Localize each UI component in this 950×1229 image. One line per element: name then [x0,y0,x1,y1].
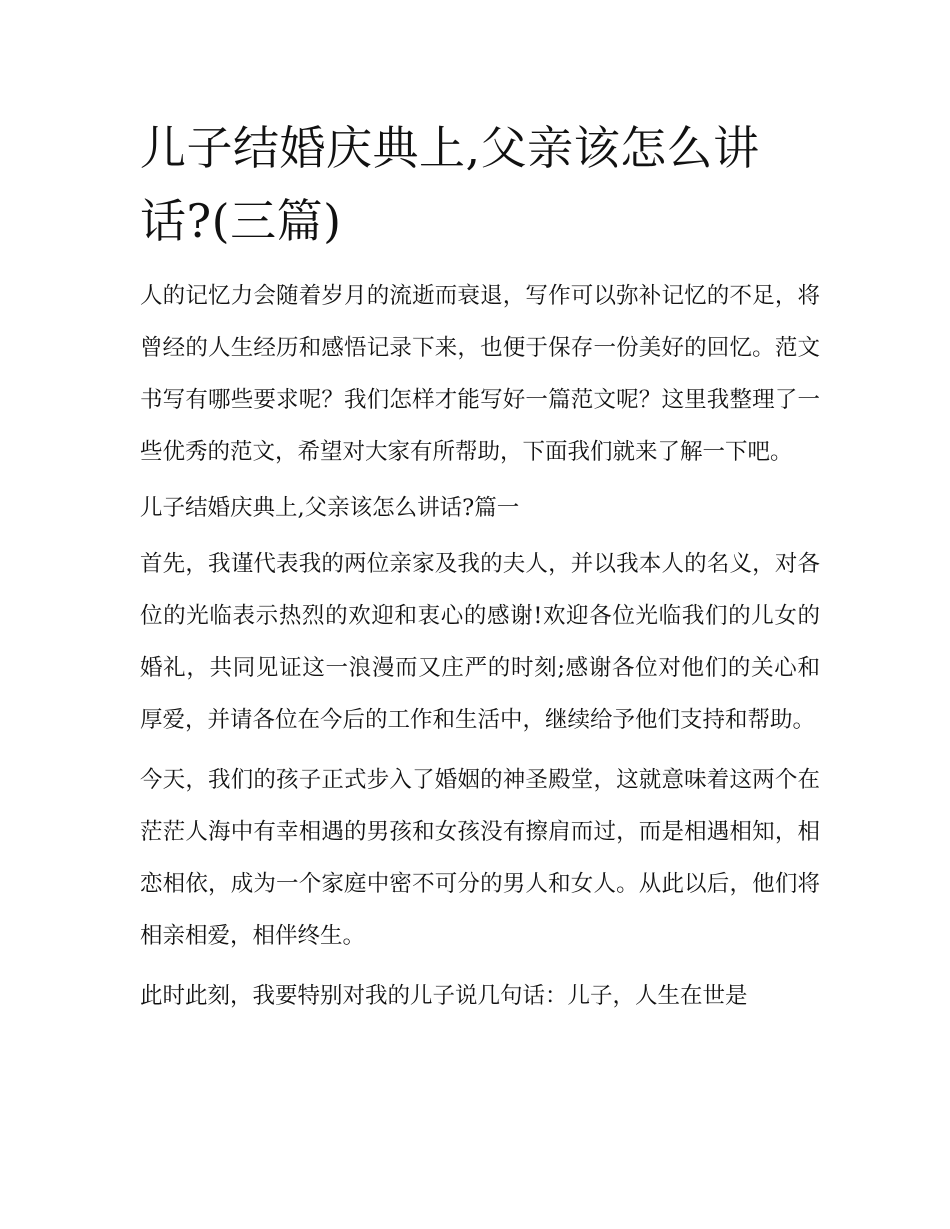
body-paragraph: 首先，我谨代表我的两位亲家及我的夫人，并以我本人的名义，对各位的光临表示热烈的欢迎和衷心的感谢!欢迎各位光临我们的儿女的婚礼，共同见证这一浪漫而又庄严的时刻;感谢各位对他们的关心和厚爱，并请各位在今后的工作和生活中，继续给予他们支持和帮助。 [140,551,820,733]
body-paragraph: 此时此刻，我要特别对我的儿子说几句话：儿子，人生在世是 [140,983,748,1009]
section-heading: 儿子结婚庆典上,父亲该怎么讲话?篇一 [140,495,520,521]
document-page [140,112,820,1030]
document-body [140,270,820,1022]
intro-paragraph: 人的记忆力会随着岁月的流逝而衰退，写作可以弥补记忆的不足，将曾经的人生经历和感悟记录下来，也便于保存一份美好的回忆。范文书写有哪些要求呢？我们怎样才能写好一篇范文呢？这里我整理了一些优秀的范文，希望对大家有所帮助，下面我们就来了解一下吧。 [140,283,820,465]
document-title: 儿子结婚庆典上,父亲该怎么讲话?(三篇) [140,121,760,248]
body-paragraph: 今天，我们的孩子正式步入了婚姻的神圣殿堂，这就意味着这两个在茫茫人海中有幸相遇的男孩和女孩没有擦肩而过，而是相遇相知，相恋相依，成为一个家庭中密不可分的男人和女人。从此以后，他们将相亲相爱，相伴终生。 [140,767,820,949]
